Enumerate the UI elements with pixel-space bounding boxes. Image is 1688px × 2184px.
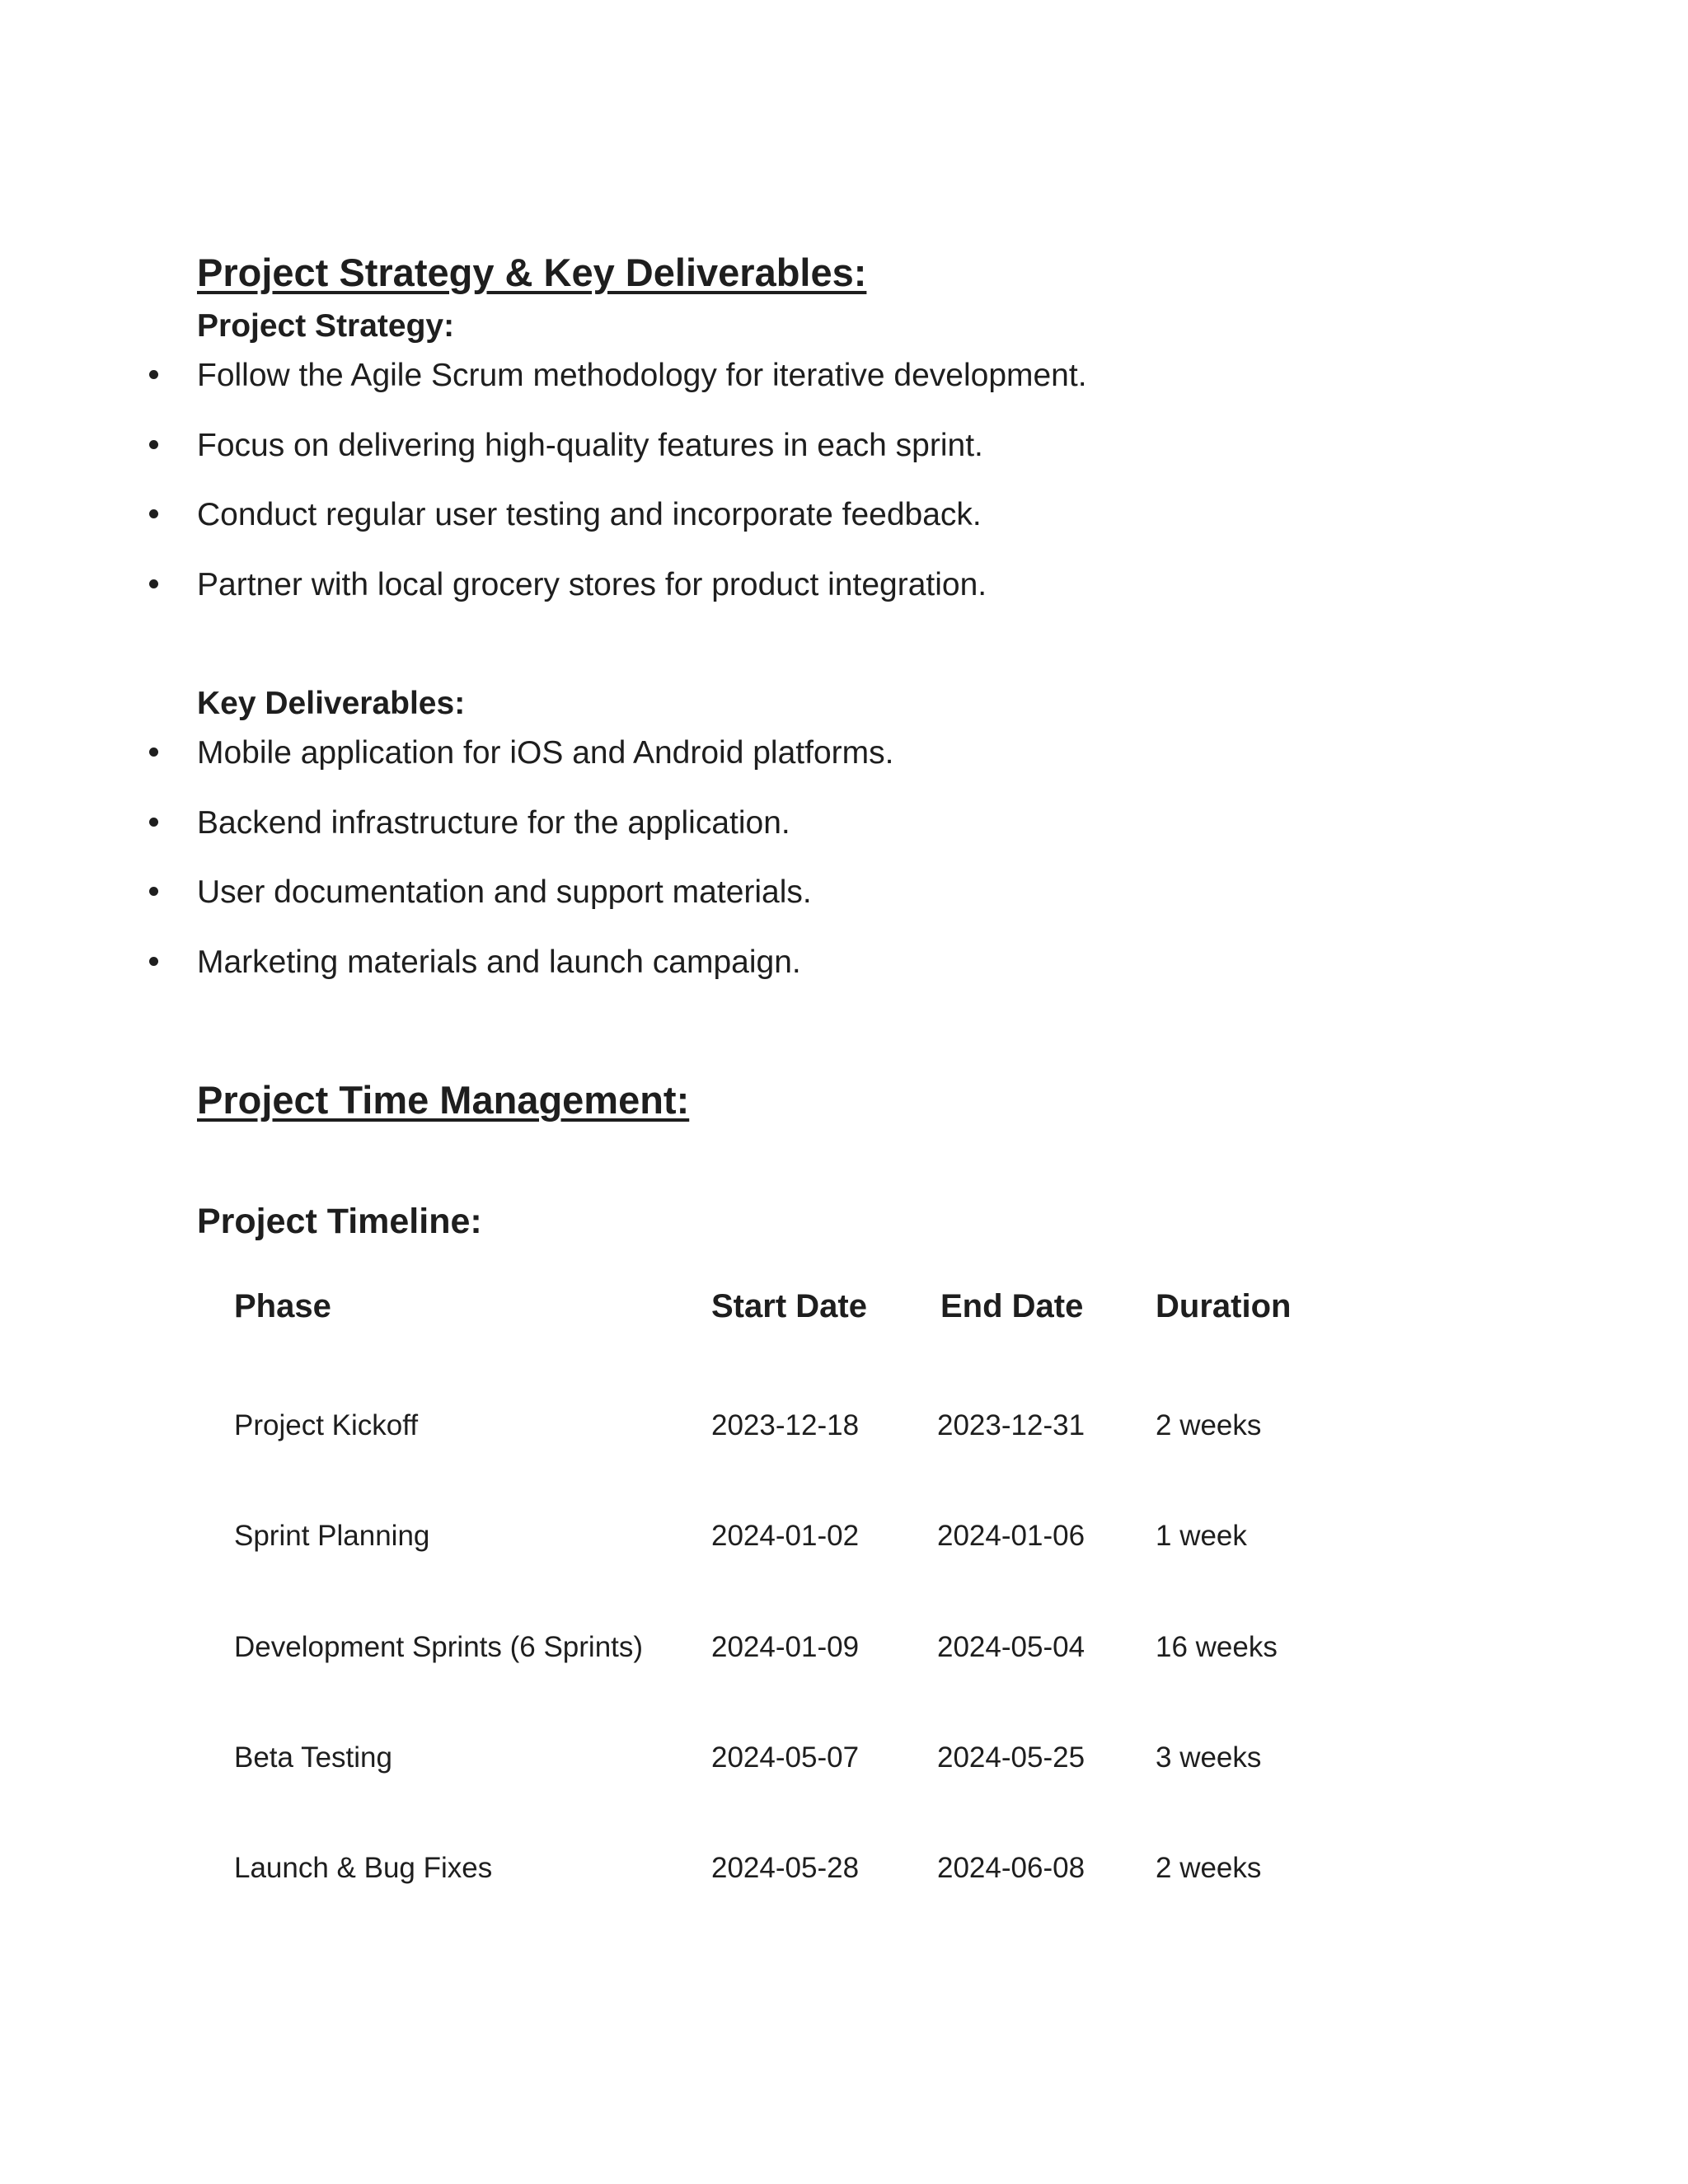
- bullet-icon: [149, 509, 158, 518]
- bullet-icon: [149, 818, 158, 827]
- column-header-end-date: End Date: [940, 1288, 1084, 1324]
- list-item-text: Partner with local grocery stores for product integration.: [197, 567, 987, 602]
- cell-end-date: 2024-05-04: [937, 1631, 1085, 1663]
- cell-start-date: 2024-05-07: [711, 1741, 860, 1774]
- section-heading-strategy-deliverables: Project Strategy & Key Deliverables:: [197, 251, 867, 294]
- list-item-text: User documentation and support materials.: [197, 874, 812, 910]
- bullet-icon: [149, 887, 158, 896]
- cell-duration: 1 week: [1156, 1520, 1247, 1552]
- list-item-text: Mobile application for iOS and Android platforms.: [197, 735, 894, 771]
- cell-start-date: 2023-12-18: [711, 1409, 860, 1441]
- cell-end-date: 2024-06-08: [937, 1852, 1085, 1884]
- cell-start-date: 2024-05-28: [711, 1852, 860, 1884]
- cell-start-date: 2024-01-02: [711, 1520, 860, 1552]
- cell-duration: 16 weeks: [1156, 1631, 1278, 1663]
- list-item-text: Follow the Agile Scrum methodology for iterative development.: [197, 358, 1087, 393]
- cell-duration: 2 weeks: [1156, 1852, 1262, 1884]
- subheading-project-timeline: Project Timeline:: [197, 1202, 482, 1241]
- column-header-phase: Phase: [234, 1288, 331, 1324]
- cell-end-date: 2023-12-31: [937, 1409, 1085, 1441]
- bullet-icon: [149, 370, 158, 379]
- section-heading-time-management: Project Time Management:: [197, 1078, 690, 1122]
- cell-phase: Launch & Bug Fixes: [234, 1852, 493, 1884]
- subheading-key-deliverables: Key Deliverables:: [197, 686, 466, 721]
- cell-phase: Sprint Planning: [234, 1520, 430, 1552]
- bullet-icon: [149, 748, 158, 757]
- cell-phase: Project Kickoff: [234, 1409, 419, 1441]
- list-item-text: Marketing materials and launch campaign.: [197, 944, 801, 980]
- cell-duration: 3 weeks: [1156, 1741, 1262, 1774]
- cell-phase: Development Sprints (6 Sprints): [234, 1631, 644, 1663]
- bullet-icon: [149, 579, 158, 588]
- cell-start-date: 2024-01-09: [711, 1631, 860, 1663]
- list-item-text: Focus on delivering high-quality features in each sprint.: [197, 428, 983, 463]
- cell-phase: Beta Testing: [234, 1741, 392, 1774]
- cell-end-date: 2024-01-06: [937, 1520, 1085, 1552]
- bullet-icon: [149, 440, 158, 449]
- column-header-duration: Duration: [1156, 1288, 1292, 1324]
- list-item-text: Conduct regular user testing and incorporate feedback.: [197, 497, 982, 532]
- cell-duration: 2 weeks: [1156, 1409, 1262, 1441]
- bullet-icon: [149, 957, 158, 966]
- subheading-project-strategy: Project Strategy:: [197, 308, 455, 344]
- cell-end-date: 2024-05-25: [937, 1741, 1085, 1774]
- list-item-text: Backend infrastructure for the application.: [197, 805, 790, 841]
- column-header-start-date: Start Date: [711, 1288, 867, 1324]
